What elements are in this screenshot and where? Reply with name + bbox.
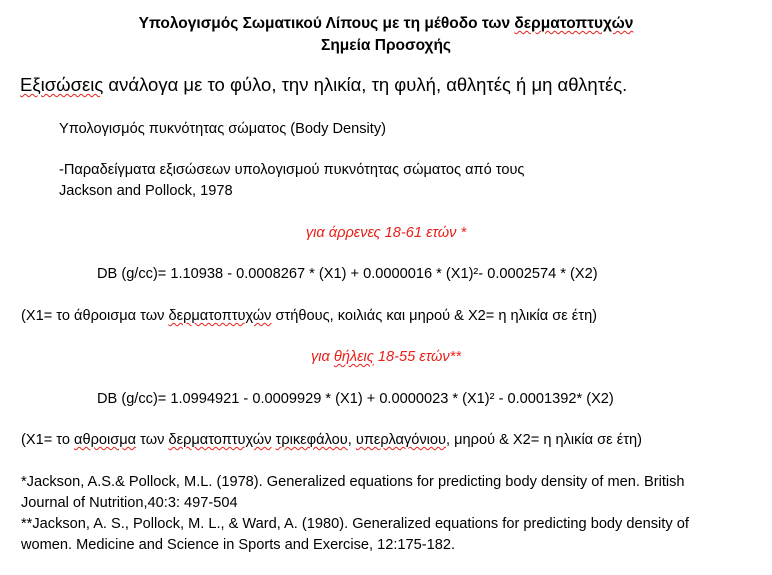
women-variables-note: (X1= το αθροισμα των δερματοπτυχών τρικεφάλου, υπερλαγόνιου, μηρού & X2= η ηλικία σε έτη)	[21, 432, 642, 448]
misspelled-word: δερματοπτυχών	[168, 308, 272, 324]
intro-paragraph: Εξισώσεις ανάλογα με το φύλο, την ηλικία, τη φυλή, αθλητές ή μη αθλητές.	[20, 74, 628, 95]
reference-2-line-1: **Jackson, A. S., Pollock, M. L., & Ward, A. (1980). Generalized equations for predicting body density of	[21, 516, 689, 532]
men-equation: DB (g/cc)= 1.10938 - 0.0008267 * (X1) + 0.0000016 * (X1)²- 0.0002574 * (X2)	[97, 266, 598, 282]
reference-1-line-2: Journal of Nutrition,40:3: 497-504	[21, 495, 238, 511]
body-density-heading: Υπολογισμός πυκνότητας σώματος (Body Density)	[59, 121, 387, 137]
women-equation: DB (g/cc)= 1.0994921 - 0.0009929 * (X1) + 0.0000023 * (X1)² - 0.0001392* (X2)	[97, 391, 614, 407]
reference-2-line-2: women. Medicine and Science in Sports and Exercise, 12:175-182.	[21, 537, 456, 553]
reference-1-line-1: *Jackson, A.S.& Pollock, M.L. (1978). Generalized equations for predicting body density of men. British	[21, 474, 685, 490]
misspelled-word: θήλεις	[333, 349, 374, 365]
misspelled-word: δερματοπτυχών	[168, 432, 272, 448]
misspelled-word: υπερλαγόνιου	[355, 432, 447, 448]
men-variables-note: (X1= το άθροισμα των δερματοπτυχών στήθους, κοιλιάς και μηρού & X2= η ηλικία σε έτη)	[21, 308, 598, 324]
women-heading: για θήλεις 18-55 ετών**	[310, 349, 461, 365]
misspelled-word: αθροισμα	[74, 432, 137, 448]
examples-line-1: -Παραδείγματα εξισώσεων υπολογισμού πυκνότητας σώματος από τους	[59, 162, 525, 178]
examples-line-2: Jackson and Pollock, 1978	[59, 183, 233, 199]
misspelled-word: δερματοπτυχών	[514, 15, 634, 32]
document-title-line-1: Υπολογισμός Σωματικού Λίπους με τη μέθοδο των δερματοπτυχών	[138, 15, 634, 32]
misspelled-word: Εξισώσεις	[20, 74, 104, 95]
men-heading: για άρρενες 18-61 ετών *	[305, 225, 467, 241]
document-title-line-2: Σημεία Προσοχής	[321, 37, 451, 54]
misspelled-word: τρικεφάλου	[275, 432, 348, 448]
